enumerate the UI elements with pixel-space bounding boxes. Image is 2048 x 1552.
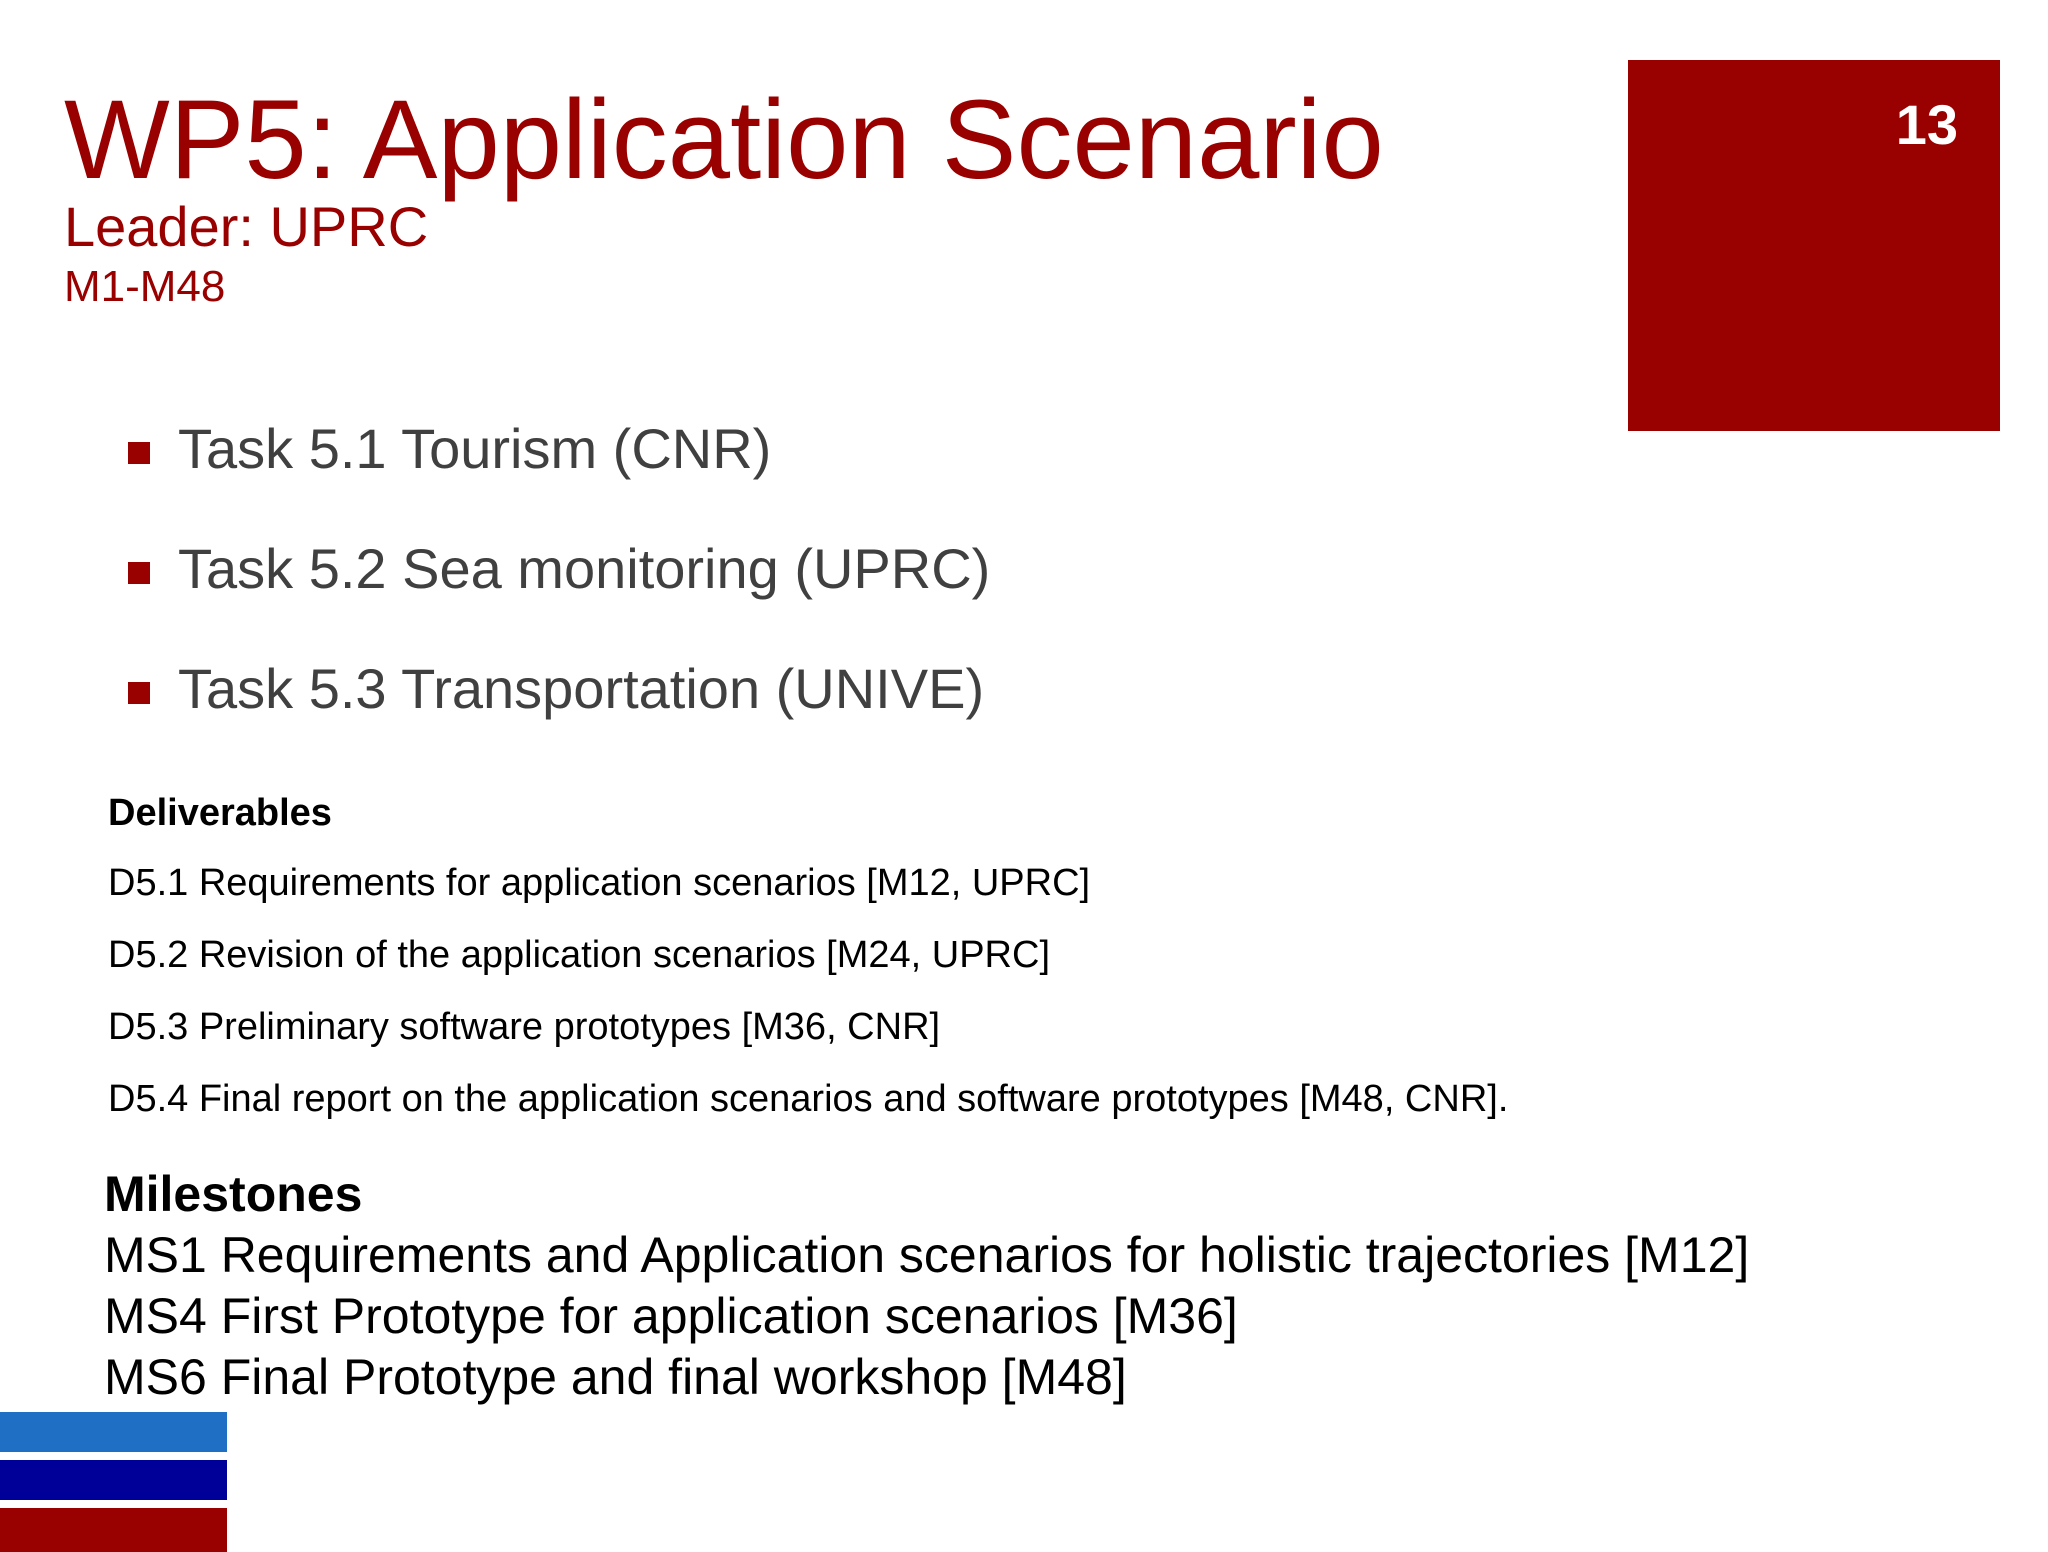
milestone-item: MS4 First Prototype for application scenarios [M36]	[104, 1288, 1238, 1344]
task-label: Task 5.2 Sea monitoring (UPRC)	[178, 537, 991, 600]
milestone-item: MS6 Final Prototype and final workshop [M48]	[104, 1349, 1127, 1405]
deliverable-item: D5.2 Revision of the application scenarios [M24, UPRC]	[108, 933, 1051, 976]
task-list	[128, 418, 990, 778]
stripe-middle	[0, 1460, 227, 1500]
square-bullet-icon	[128, 682, 150, 704]
milestones-section	[104, 1164, 1749, 1408]
decorative-stripes	[0, 1412, 227, 1552]
list-item	[128, 538, 990, 658]
deliverable-item: D5.3 Preliminary software prototypes [M36, CNR]	[108, 1005, 941, 1048]
list-item	[128, 418, 990, 538]
task-label: Task 5.3 Transportation (UNIVE)	[178, 657, 985, 720]
slide-number: 13	[1895, 93, 1958, 156]
stripe-bottom	[0, 1508, 227, 1552]
slide-title: WP5: Application Scenario	[64, 77, 1384, 202]
stripe-top	[0, 1412, 227, 1452]
square-bullet-icon	[128, 562, 150, 584]
slide-duration: M1-M48	[64, 262, 226, 311]
deliverable-item: D5.1 Requirements for application scenarios [M12, UPRC]	[108, 861, 1091, 904]
task-label: Task 5.1 Tourism (CNR)	[178, 417, 772, 480]
milestone-item: MS1 Requirements and Application scenarios for holistic trajectories [M12]	[104, 1227, 1750, 1283]
deliverables-section	[108, 792, 1508, 1150]
slide-leader: Leader: UPRC	[64, 195, 429, 258]
list-item	[128, 658, 990, 778]
milestones-heading: Milestones	[104, 1166, 363, 1222]
slide-number-box	[1628, 60, 2000, 431]
square-bullet-icon	[128, 442, 150, 464]
deliverable-item: D5.4 Final report on the application scenarios and software prototypes [M48, CNR].	[108, 1077, 1509, 1120]
deliverables-heading: Deliverables	[108, 792, 332, 834]
